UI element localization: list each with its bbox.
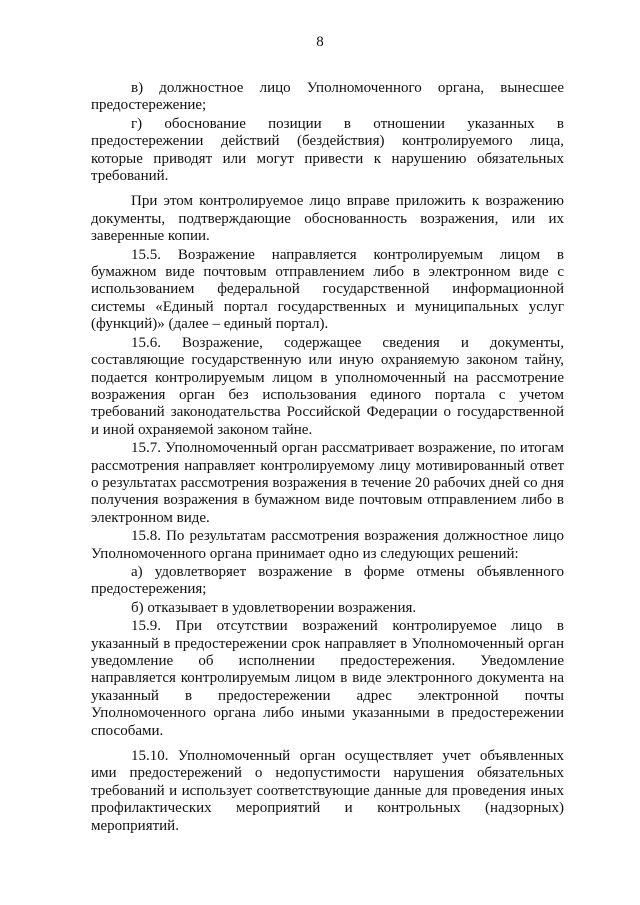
- page-number: 8: [316, 34, 324, 50]
- paragraph-item-b: б) отказывает в удовлетворении возражения.: [131, 599, 417, 616]
- paragraph-attachments: При этом контролируемое лицо вправе приложить к возражению документы, подтверждающие обоснованность возражения, или их заверенные копии.: [91, 193, 564, 245]
- paragraph-15-6: 15.6. Возражение, содержащее сведения и документы, составляющие государственную или иную охраняемую законом тайну, подается контролируемым лицом в уполномоченный на рассмотрение возражения орган без использования единого портала с учетом требований законодательства Российской Федерации о государственной и иной охраняемой законом тайне.: [91, 334, 564, 438]
- paragraph-15-9: 15.9. При отсутствии возражений контролируемое лицо в указанный в предостережении срок направляет в Уполномоченный орган уведомление об исполнении предостережения. Уведомление направляется контролируемым лицом в виде электронного документа на указанный в предостережении адрес электронной почты Уполномоченного органа либо иными указанными в предостережении способами.: [91, 618, 564, 739]
- paragraph-item-v: в) должностное лицо Уполномоченного органа, вынесшее предостережение;: [91, 80, 564, 114]
- document-body: [91, 80, 564, 836]
- paragraph-15-8: 15.8. По результатам рассмотрения возражения должностное лицо Уполномоченного органа принимает одно из следующих решений:: [91, 528, 564, 562]
- paragraph-item-g: г) обоснование позиции в отношении указанных в предостережении действий (бездействия) контролируемого лица, которые приводят или могут привести к нарушению обязательных требований.: [91, 115, 564, 185]
- paragraph-item-a: а) удовлетворяет возражение в форме отмены объявленного предостережения;: [91, 563, 564, 598]
- paragraph-15-10: 15.10. Уполномоченный орган осуществляет учет объявленных ими предостережений о недопустимости нарушения обязательных требований и использует соответствующие данные для проведения иных профилактических мероприятий и контрольных (надзорных) мероприятий.: [91, 748, 564, 834]
- paragraph-15-7: 15.7. Уполномоченный орган рассматривает возражение, по итогам рассмотрения направляет контролируемому лицу мотивированный ответ о результатах рассмотрения возражения в течение 20 рабочих дней со дня получения возражения в бумажном виде почтовым отправлением либо в электронном виде.: [91, 440, 564, 526]
- paragraph-15-5: 15.5. Возражение направляется контролируемым лицом в бумажном виде почтовым отправлением либо в электронном виде с использованием федеральной государственной информационной системы «Единый портал государственных и муниципальных услуг (функций)» (далее – единый портал).: [91, 246, 564, 333]
